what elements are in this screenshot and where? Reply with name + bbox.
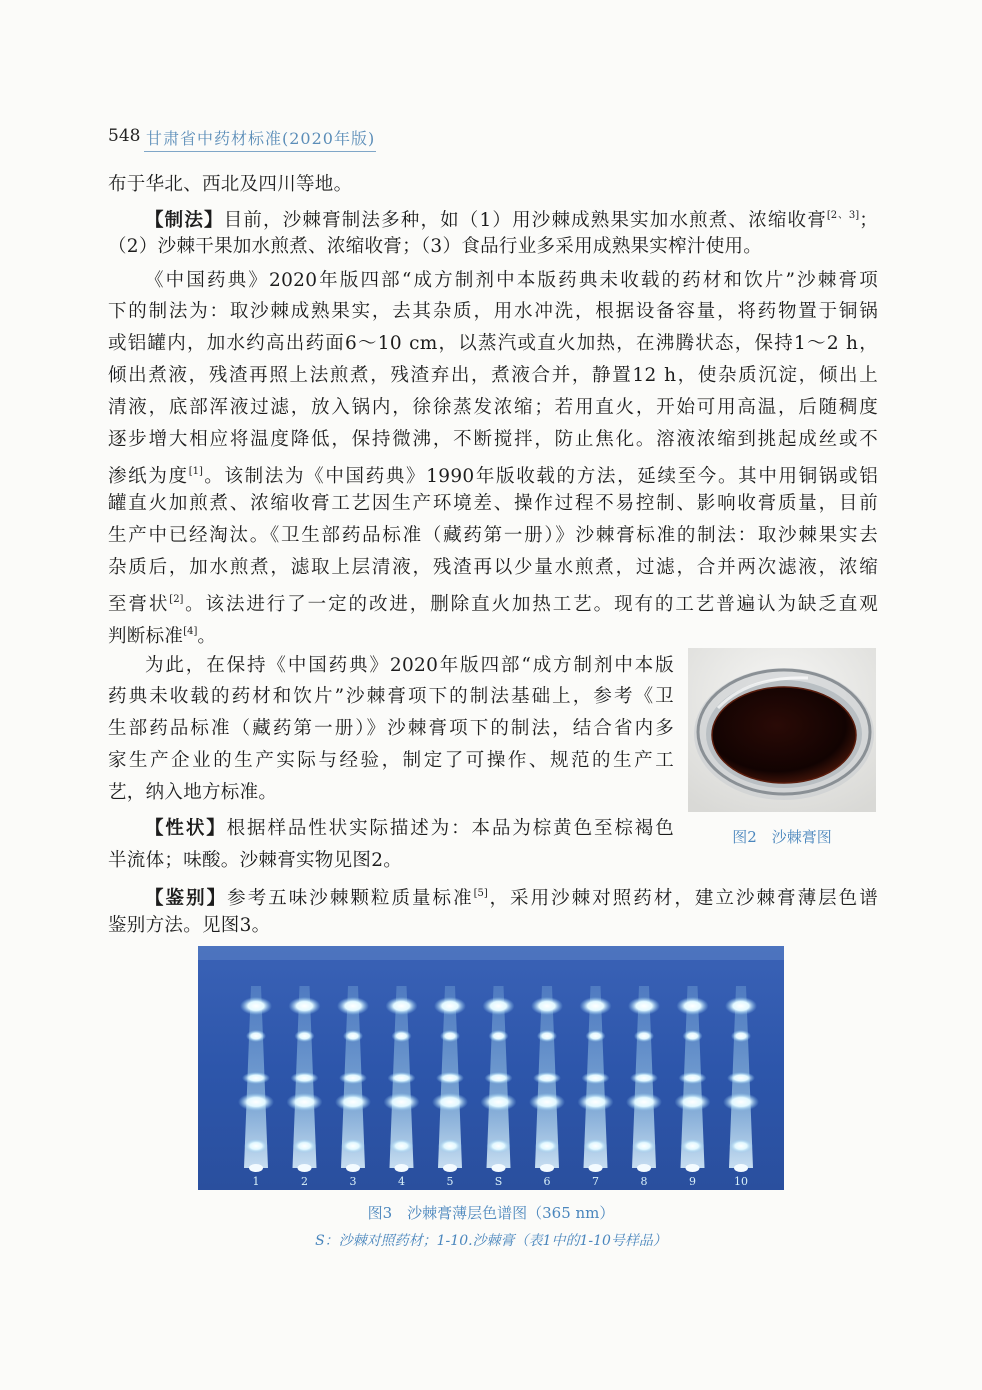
body-line: 布于华北、西北及四川等地。 [108, 174, 353, 195]
tlc-spot [287, 1093, 323, 1111]
tlc-spot [626, 1093, 662, 1111]
tlc-spot [238, 1093, 274, 1111]
body-line: 判断标准[4]。 [108, 626, 217, 647]
tlc-spot [529, 1093, 565, 1111]
tlc-origin-spot [346, 1164, 360, 1172]
figure-2-photo [688, 648, 876, 812]
tlc-lane-label: 10 [734, 1175, 748, 1188]
tlc-origin-spot [637, 1164, 651, 1172]
tlc-origin-spot [540, 1164, 554, 1172]
tlc-spot [339, 1072, 367, 1084]
tlc-origin-spot [589, 1164, 603, 1172]
tlc-lane-label: 4 [398, 1175, 405, 1188]
tlc-lane-label: 7 [592, 1175, 599, 1188]
citation: [5] [473, 888, 488, 899]
tlc-spot [580, 997, 612, 1015]
body-line: 【制法】目前，沙棘膏制法多种，如（1）用沙棘成熟果实加水煎煮、浓缩收膏[2、3]； [145, 210, 878, 231]
tlc-spot [436, 1072, 464, 1084]
body-line: 鉴别方法。见图3。 [108, 915, 271, 936]
citation: [2、3] [826, 210, 860, 221]
tlc-spot [483, 997, 515, 1015]
tlc-spot [386, 997, 418, 1015]
tlc-spot [537, 1030, 557, 1042]
tlc-spot [335, 1093, 371, 1111]
tlc-spot [729, 1139, 753, 1153]
body-line: 或铝罐内，加水约高出药面6～10 cm，以蒸汽或直火加热，在沸腾状态，保持1～2 h， [108, 333, 878, 354]
citation: [2] [169, 594, 184, 605]
tlc-spot [434, 997, 466, 1015]
tlc-spot [727, 1072, 755, 1084]
tlc-origin-spot [298, 1164, 312, 1172]
tlc-spot [438, 1139, 462, 1153]
tlc-spot [390, 1139, 414, 1153]
tlc-spot [388, 1072, 416, 1084]
tlc-spot [432, 1093, 468, 1111]
tlc-origin-spot [734, 1164, 748, 1172]
body-line: 艺，纳入地方标准。 [108, 782, 278, 803]
body-line: 清液，底部浑液过滤，放入锅内，徐徐蒸发浓缩；若用直火，开始可用高温，后随稠度 [108, 397, 878, 418]
body-line: 【性状】根据样品性状实际描述为：本品为棕黄色至棕褐色 [145, 818, 674, 839]
body-line: 【鉴别】参考五味沙棘颗粒质量标准[5]，采用沙棘对照药材，建立沙棘膏薄层色谱 [145, 888, 878, 909]
tlc-spot [725, 997, 757, 1015]
tlc-spot [481, 1093, 517, 1111]
tlc-spot [487, 1139, 511, 1153]
tlc-lane-label: 3 [349, 1175, 357, 1188]
running-header [108, 118, 378, 158]
tlc-spot [341, 1139, 365, 1153]
tlc-spot [578, 1093, 614, 1111]
tlc-spot [586, 1030, 606, 1042]
figure-3-caption: 图3 沙棘膏薄层色谱图（365 nm） [367, 1204, 615, 1222]
tlc-spot [440, 1030, 460, 1042]
figure-3-note: S：沙棘对照药材；1-10.沙棘膏（表1中的1-10号样品） [315, 1233, 667, 1249]
tlc-lane-label: 5 [446, 1175, 454, 1188]
body-line: 半流体；味酸。沙棘膏实物见图2。 [108, 850, 403, 871]
header-rule [144, 151, 376, 152]
tlc-spot [485, 1072, 513, 1084]
tlc-spot [295, 1030, 315, 1042]
body-line: 罐直火加煎煮、浓缩收膏工艺因生产环境差、操作过程不易控制、影响收膏质量，目前 [108, 493, 878, 514]
tlc-spot [240, 997, 272, 1015]
tlc-lane-label: 1 [252, 1175, 260, 1188]
tlc-spot [289, 997, 321, 1015]
body-line: 逐步增大相应将温度降低，保持微沸，不断搅拌，防止焦化。溶液浓缩到挑起成丝或不 [108, 429, 878, 450]
body-line: 至膏状[2]。该法进行了一定的改进，删除直火加热工艺。现有的工艺普遍认为缺乏直观 [108, 594, 879, 615]
book-title: 甘肃省中药材标准(2020年版) [146, 129, 376, 148]
tlc-origin-spot [686, 1164, 700, 1172]
figure-2-caption: 图2 沙棘膏图 [732, 828, 832, 846]
body-line: 生产中已经淘汰。《卫生部药品标准（藏药第一册）》沙棘膏标准的制法：取沙棘果实去 [108, 525, 878, 546]
tlc-spot [675, 1093, 711, 1111]
tlc-spot [679, 1072, 707, 1084]
page-number: 548 [108, 126, 141, 146]
tlc-spot [246, 1030, 266, 1042]
tlc-spot [343, 1030, 363, 1042]
tlc-spot [731, 1030, 751, 1042]
tlc-spot [293, 1139, 317, 1153]
tlc-origin-spot [249, 1164, 263, 1172]
section-head-identification: 【鉴别】 [145, 888, 228, 909]
paste-dish-illustration [688, 648, 876, 812]
body-line: 杂质后，加水煎煮，滤取上层清液，残渣再以少量水煎煮，过滤，合并两次滤液，浓缩 [108, 557, 878, 578]
tlc-spot [630, 1072, 658, 1084]
body-line: 倾出煮液，残渣再照上法煎煮，残渣弃出，煮液合并，静置12 h，使杂质沉淀，倾出上 [108, 365, 878, 386]
tlc-spot [242, 1072, 270, 1084]
body-line: 《中国药典》2020年版四部“成方制剂中本版药典未收载的药材和饮片”沙棘膏项 [145, 270, 878, 291]
body-line: 药典未收载的药材和饮片”沙棘膏项下的制法基础上，参考《卫 [108, 686, 674, 707]
figure-3-tlc-plate [198, 946, 784, 1190]
tlc-lane-label: 9 [689, 1175, 696, 1188]
body-line: 生部药品标准（藏药第一册）》沙棘膏项下的制法，结合省内多 [108, 718, 674, 739]
tlc-spot [681, 1139, 705, 1153]
tlc-spot [489, 1030, 509, 1042]
tlc-origin-spot [443, 1164, 457, 1172]
citation: [1] [188, 466, 203, 477]
body-line: 为此，在保持《中国药典》2020年版四部“成方制剂中本版 [145, 655, 674, 676]
tlc-spot [392, 1030, 412, 1042]
tlc-origin-spot [395, 1164, 409, 1172]
tlc-spot [683, 1030, 703, 1042]
body-line: 渗纸为度[1]。该制法为《中国药典》1990年版收载的方法，延续至今。其中用铜锅或铝 [108, 466, 879, 487]
tlc-spot [628, 997, 660, 1015]
tlc-spot [244, 1139, 268, 1153]
body-line: （2）沙棘干果加水煎煮、浓缩收膏；（3）食品行业多采用成熟果实榨汁使用。 [108, 236, 763, 257]
tlc-lane-label: S [494, 1175, 503, 1188]
tlc-spot [531, 997, 563, 1015]
tlc-origin-spot [492, 1164, 506, 1172]
tlc-plate-illustration [198, 946, 784, 1190]
citation: [4] [183, 626, 198, 637]
tlc-spot [723, 1093, 759, 1111]
tlc-spot [291, 1072, 319, 1084]
tlc-spot [582, 1072, 610, 1084]
tlc-spot [384, 1093, 420, 1111]
tlc-lane-label: 8 [640, 1175, 648, 1188]
tlc-spot [634, 1030, 654, 1042]
section-head-character: 【性状】 [145, 818, 227, 839]
body-line: 下的制法为：取沙棘成熟果实，去其杂质，用水冲洗，根据设备容量，将药物置于铜锅 [108, 301, 878, 322]
section-head-method: 【制法】 [145, 210, 224, 231]
tlc-spot [632, 1139, 656, 1153]
tlc-lane-label: 6 [543, 1175, 551, 1188]
tlc-spot [533, 1072, 561, 1084]
tlc-spot [677, 997, 709, 1015]
body-line: 家生产企业的生产实际与经验，制定了可操作、规范的生产工 [108, 750, 674, 771]
tlc-lane-label: 2 [301, 1175, 308, 1188]
tlc-spot [584, 1139, 608, 1153]
tlc-spot [337, 997, 369, 1015]
tlc-spot [535, 1139, 559, 1153]
